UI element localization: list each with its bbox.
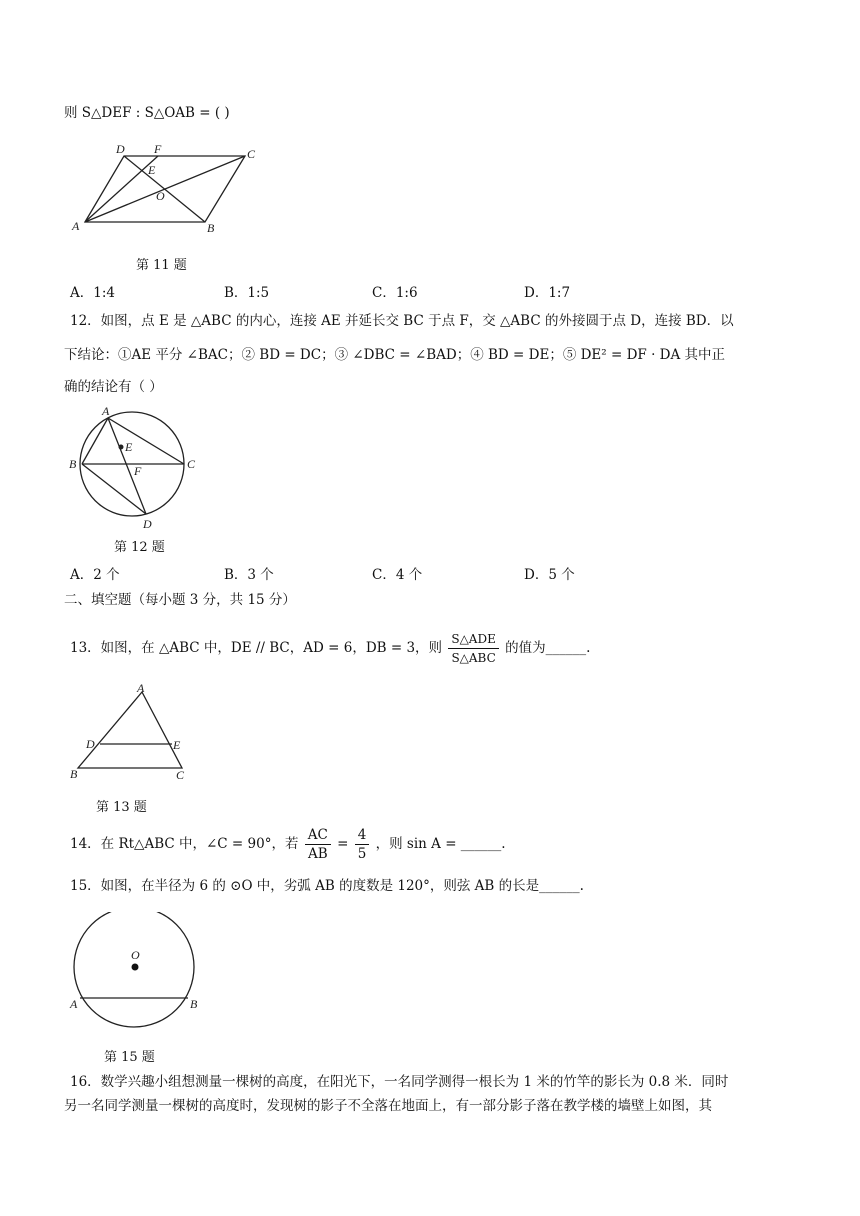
q13-fraction (448, 630, 499, 667)
q12-label-b: B (69, 457, 77, 471)
q12-label-d: D (143, 517, 152, 531)
q11-caption: 第 11 题 (136, 258, 187, 273)
q11-option-c[interactable]: C．1:6 (372, 285, 418, 301)
q14-fraction-1-num: AC (305, 826, 331, 845)
q12-line-2: 下结论：①AE 平分 ∠BAC；② BD = DC；③ ∠DBC = ∠BAD；④ BD = DE；⑤ DE² = DF · DA 其中正 (64, 347, 726, 363)
q13-text-a: 13．如图，在 △ABC 中， (70, 640, 231, 656)
q11-label-o: O (156, 189, 165, 203)
q12-line-1: 12．如图，点 E 是 △ABC 的内心，连接 AE 并延长交 BC 于点 F，交 △ABC 的外接圆于点 D，连接 BD．以 (70, 313, 734, 329)
q12-label-a: A (102, 404, 110, 418)
q15-label-b: B (190, 997, 198, 1011)
q13-fraction-den: S△ABC (451, 651, 496, 665)
q14-text (70, 826, 506, 863)
q11-option-b[interactable]: B．1:5 (224, 285, 270, 301)
q15-caption: 第 15 题 (104, 1050, 155, 1065)
q12-option-c[interactable]: C．4 个 (372, 567, 423, 583)
q14-fraction-1 (305, 826, 331, 863)
q11-label-a: A (72, 219, 80, 233)
q11-option-a[interactable]: A．1:4 (70, 285, 115, 301)
q13-fraction-num: S△ADE (448, 630, 499, 649)
q12-figure (66, 404, 206, 534)
q12-label-e: E (125, 440, 133, 454)
q13-text-b: DE // BC，AD = 6，DB = 3，则 (230, 640, 443, 656)
q16-line-2: 另一名同学测量一棵树的高度时，发现树的影子不全落在地面上，有一部分影子落在教学楼的墙壁上如图，其 (64, 1098, 712, 1114)
q12-label-f: F (134, 464, 142, 478)
q14-fraction-2 (355, 826, 370, 863)
q13-text (70, 630, 590, 667)
q11-figure (70, 140, 270, 250)
q15-figure (66, 912, 216, 1042)
q14-fraction-1-den: AB (307, 846, 328, 862)
q13-caption: 第 13 题 (96, 800, 147, 815)
q13-triangle-abc (78, 692, 182, 768)
q14-equals: = (337, 836, 349, 852)
q11-label-c: C (247, 147, 256, 161)
q13-figure (66, 682, 196, 792)
q16-line-1: 16．数学兴趣小组想测量一棵树的高度，在阳光下，一名同学测得一根长为 1 米的竹竿的影长为 0.8 米．同时 (70, 1074, 729, 1090)
q11-stem: 则 S△DEF : S△OAB = ( ) (64, 105, 230, 121)
q14-fraction-2-num: 4 (355, 826, 370, 845)
q11-label-e: E (148, 163, 156, 177)
q13-label-d: D (86, 737, 95, 751)
q15-center-o (132, 964, 139, 971)
q15-text: 15．如图，在半径为 6 的 ⊙O 中，劣弧 AB 的度数是 120°，则弦 AB 的长是______. (70, 878, 584, 894)
q12-line-3: 确的结论有（ ） (64, 379, 163, 395)
q11-option-d[interactable]: D．1:7 (524, 285, 571, 301)
q15-label-o: O (131, 948, 140, 962)
q12-caption: 第 12 题 (114, 540, 165, 555)
q14-text-a: 14．在 Rt△ABC 中，∠C = 90°，若 (70, 836, 299, 852)
q14-text-b: ，则 sin A = ______. (375, 836, 506, 852)
q12-side-ac (108, 418, 184, 464)
q13-label-e: E (173, 738, 181, 752)
q12-option-a[interactable]: A．2 个 (70, 567, 120, 583)
q12-option-d[interactable]: D．5 个 (524, 567, 575, 583)
q11-label-b: B (207, 221, 215, 235)
q14-fraction-2-den: 5 (357, 846, 367, 862)
q12-option-b[interactable]: B．3 个 (224, 567, 274, 583)
q13-label-c: C (176, 768, 185, 782)
q13-label-a: A (137, 682, 145, 695)
q13-label-b: B (70, 767, 78, 781)
q12-label-c: C (187, 457, 196, 471)
q13-text-c: 的值为______. (505, 640, 591, 656)
q15-label-a: A (70, 997, 78, 1011)
q11-label-d: D (116, 142, 125, 156)
q12-point-e (119, 445, 124, 450)
section-2-heading: 二、填空题（每小题 3 分，共 15 分） (64, 592, 296, 608)
q11-label-f: F (154, 142, 162, 156)
